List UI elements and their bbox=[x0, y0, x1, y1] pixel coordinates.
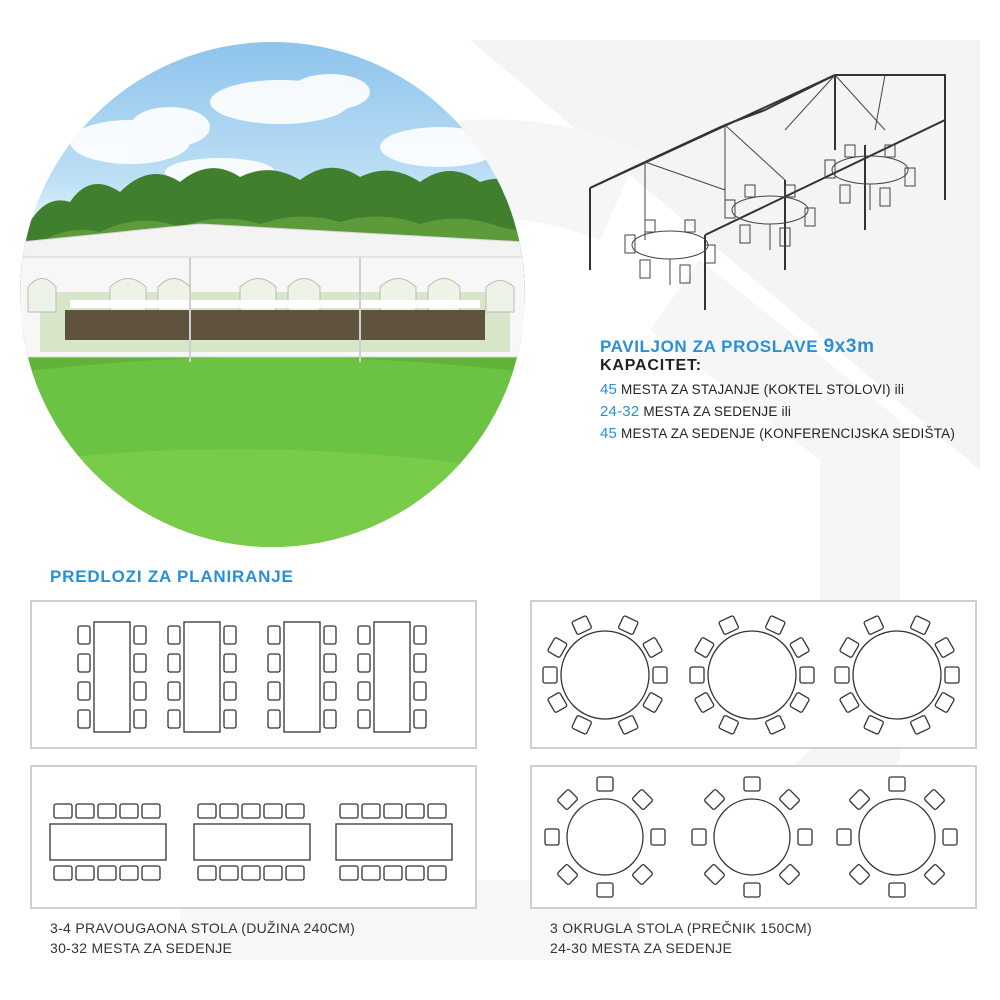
capacity-line bbox=[600, 425, 955, 442]
rect-layout-caption bbox=[50, 918, 355, 958]
round-caption-line1: 3 OKRUGLA STOLA (PREČNIK 150CM) bbox=[550, 920, 812, 936]
capacity-number: 45 bbox=[600, 425, 618, 442]
capacity-suffix: ili bbox=[777, 404, 792, 419]
capacity-number: 45 bbox=[600, 381, 618, 398]
capacity-text: MESTA ZA STAJANJE (KOKTEL STOLOVI) bbox=[621, 382, 891, 397]
product-title-text: PAVILJON ZA PROSLAVE bbox=[600, 337, 819, 356]
product-size: 9x3m bbox=[823, 336, 875, 357]
rect-tables-vertical-diagram bbox=[32, 602, 475, 747]
planning-heading: PREDLOZI ZA PLANIRANJE bbox=[50, 567, 294, 586]
layout-round-dense bbox=[530, 600, 977, 749]
capacity-line bbox=[600, 381, 904, 398]
round-layout-caption bbox=[550, 918, 812, 958]
layout-round-standard bbox=[530, 765, 977, 909]
round-tables-dense-diagram bbox=[532, 602, 975, 747]
tent-frame-drawing bbox=[585, 70, 955, 320]
rect-caption-line1: 3-4 PRAVOUGAONA STOLA (DUŽINA 240CM) bbox=[50, 920, 356, 936]
capacity-line bbox=[600, 403, 791, 420]
layout-rect-vertical bbox=[30, 600, 477, 749]
layout-rect-horizontal bbox=[30, 765, 477, 909]
round-caption-line2: 24-30 MESTA ZA SEDENJE bbox=[550, 940, 733, 956]
rect-tables-horizontal-diagram bbox=[32, 767, 475, 907]
capacity-suffix: ili bbox=[890, 382, 905, 397]
rect-caption-line2: 30-32 MESTA ZA SEDENJE bbox=[50, 940, 233, 956]
capacity-text: MESTA ZA SEDENJE bbox=[643, 404, 778, 419]
round-tables-standard-diagram bbox=[532, 767, 975, 907]
capacity-heading: KAPACITET: bbox=[600, 357, 702, 374]
capacity-text: MESTA ZA SEDENJE (KONFERENCIJSKA SEDIŠTA) bbox=[621, 426, 956, 441]
capacity-number: 24-32 bbox=[600, 403, 640, 420]
product-title bbox=[600, 336, 875, 358]
tent-photo bbox=[20, 42, 525, 547]
